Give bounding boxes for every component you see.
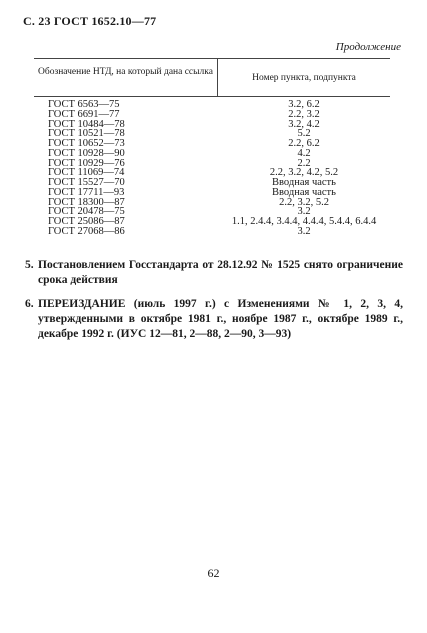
document-cell: ГОСТ 18300—87	[48, 196, 125, 208]
continuation-label: Продолжение	[335, 41, 401, 53]
clause-cell: 3.2, 6.2	[288, 99, 320, 110]
page-number: 62	[207, 566, 220, 580]
note-text: ПЕРЕИЗДАНИЕ (июль 1997 г.) с Изменениями № 1, 2, 3, 4, утвержденными в октябре 1981 г., ноябре 1987 г., октябре 1989 г., декабре 1992 г. (ИУС 12—81, 2—88, 2—90, 3—93)	[38, 298, 403, 340]
document-cell: ГОСТ 11069—74	[48, 167, 125, 179]
note-text: Постановлением Госстандарта от 28.12.92 № 1525 снято ограничение срока действия	[38, 259, 403, 286]
clause-cell: 3.2	[297, 225, 311, 237]
table-header-rule	[34, 96, 390, 97]
document-cell: ГОСТ 27068—86	[48, 225, 125, 237]
note-5	[25, 258, 403, 288]
document-cell: ГОСТ 10929—76	[48, 157, 125, 169]
table-row	[34, 227, 390, 237]
page-header: С. 23 ГОСТ 1652.10—77	[23, 14, 157, 28]
clause-cell: 2.2, 6.2	[288, 138, 320, 149]
table-body	[34, 100, 390, 237]
document-cell: ГОСТ 10484—78	[48, 118, 125, 130]
note-number: 5.	[25, 259, 34, 271]
document-cell: ГОСТ 6563—75	[48, 99, 120, 110]
column-header-document: Обозначение НТД, на который дана ссылка	[38, 67, 213, 77]
table-top-rule	[34, 58, 390, 59]
note-number: 6.	[25, 298, 34, 310]
document-cell: ГОСТ 10652—73	[48, 138, 125, 149]
clause-cell: 3.2	[297, 206, 311, 218]
note-6	[25, 297, 403, 342]
document-cell: ГОСТ 17711—93	[48, 186, 125, 198]
clause-cell: 4.2	[297, 147, 311, 159]
clause-cell: 2.2, 3.2	[288, 108, 320, 120]
column-header-clause: Номер пункта, подпункта	[252, 73, 356, 83]
document-cell: ГОСТ 6691—77	[48, 108, 120, 120]
clause-cell: Вводная часть	[272, 186, 336, 198]
document-cell: ГОСТ 10521—78	[48, 128, 125, 140]
clause-cell: 2.2	[297, 157, 311, 169]
clause-cell: 5.2	[297, 128, 311, 140]
clause-cell: 2.2, 3.2, 5.2	[279, 196, 329, 208]
document-cell: ГОСТ 10928—90	[48, 147, 125, 159]
clause-cell: 1.1, 2.4.4, 3.4.4, 4.4.4, 5.4.4, 6.4.4	[231, 216, 377, 227]
document-cell: ГОСТ 25086—87	[48, 216, 125, 227]
clause-cell: 3.2, 4.2	[288, 118, 320, 130]
clause-cell: 2.2, 3.2, 4.2, 5.2	[269, 167, 339, 179]
document-cell: ГОСТ 15527—70	[48, 177, 125, 188]
clause-cell: Вводная часть	[272, 177, 336, 188]
document-cell: ГОСТ 20478—75	[48, 206, 125, 218]
